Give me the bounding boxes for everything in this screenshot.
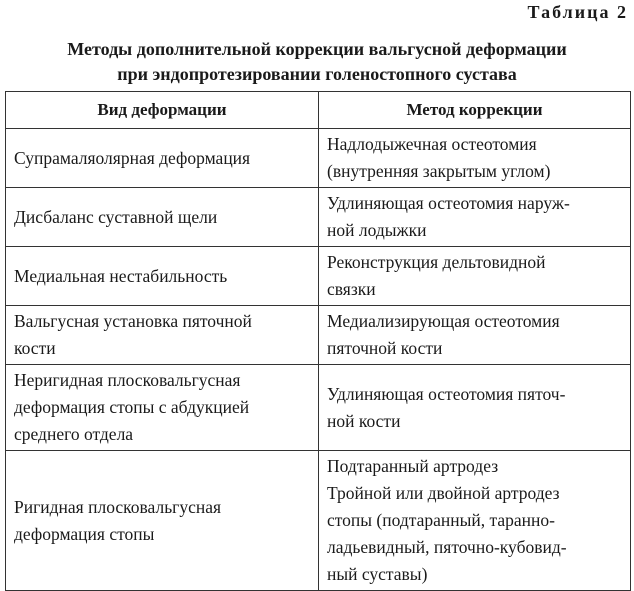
deformation-cell bbox=[6, 365, 319, 451]
correction-methods-table bbox=[5, 91, 631, 591]
cell-line: Удлиняющая остеотомия наруж- bbox=[327, 193, 570, 213]
cell-line: Медиализирующая остеотомия bbox=[327, 311, 560, 331]
cell-line: деформация стопы bbox=[14, 523, 155, 544]
cell-line: пяточной кости bbox=[327, 338, 443, 358]
deformation-cell bbox=[6, 451, 319, 591]
cell-line: деформация стопы с абдукцией bbox=[14, 397, 250, 417]
correction-cell bbox=[319, 451, 631, 591]
header-deformation-type: Вид деформации bbox=[6, 92, 319, 129]
correction-cell bbox=[319, 129, 631, 188]
cell-line: ной лодыжки bbox=[327, 220, 427, 240]
table-row bbox=[6, 188, 631, 247]
cell-line: Медиальная нестабильность bbox=[14, 265, 228, 286]
deformation-cell bbox=[6, 306, 319, 365]
caption-line-1: Методы дополнительной коррекции вальгусной деформации bbox=[67, 39, 567, 59]
cell-line: Тройной или двойной артродез bbox=[327, 483, 560, 503]
correction-cell bbox=[319, 247, 631, 306]
deformation-cell bbox=[6, 129, 319, 188]
caption-line-2: при эндопротезировании голеностопного сустава bbox=[117, 64, 517, 84]
cell-line: Удлиняющая остеотомия пяточ- bbox=[327, 383, 566, 404]
cell-line: связки bbox=[327, 279, 376, 299]
correction-cell bbox=[319, 306, 631, 365]
correction-cell bbox=[319, 188, 631, 247]
cell-line: (внутренняя закрытым углом) bbox=[327, 161, 551, 181]
cell-line: Реконструкция дельтовидной bbox=[327, 252, 546, 272]
table-caption bbox=[0, 37, 634, 87]
table-row bbox=[6, 129, 631, 188]
table-number: Таблица 2 bbox=[527, 2, 628, 22]
cell-line: ной кости bbox=[327, 410, 401, 431]
cell-line: стопы (подтаранный, таранно- bbox=[327, 510, 555, 530]
correction-cell bbox=[319, 365, 631, 451]
cell-line: кости bbox=[14, 338, 56, 358]
cell-line: Подтаранный артродез bbox=[327, 456, 499, 476]
table-row bbox=[6, 365, 631, 451]
table-row bbox=[6, 451, 631, 591]
cell-line: среднего отдела bbox=[14, 424, 134, 444]
cell-line: Дисбаланс суставной щели bbox=[14, 206, 218, 227]
cell-line: Надлодыжечная остеотомия bbox=[327, 134, 537, 154]
cell-line: Супрамаляолярная деформация bbox=[14, 147, 251, 168]
cell-line: ный суставы) bbox=[327, 564, 428, 584]
table-row bbox=[6, 306, 631, 365]
deformation-cell bbox=[6, 188, 319, 247]
cell-line: ладьевидный, пяточно-кубовид- bbox=[327, 537, 567, 557]
table-row bbox=[6, 247, 631, 306]
header-correction-method: Метод коррекции bbox=[319, 92, 631, 129]
cell-line: Вальгусная установка пяточной bbox=[14, 311, 252, 331]
cell-line: Ригидная плосковальгусная bbox=[14, 496, 222, 517]
table-header-row bbox=[6, 92, 631, 129]
deformation-cell bbox=[6, 247, 319, 306]
cell-line: Неригидная плосковальгусная bbox=[14, 370, 241, 390]
